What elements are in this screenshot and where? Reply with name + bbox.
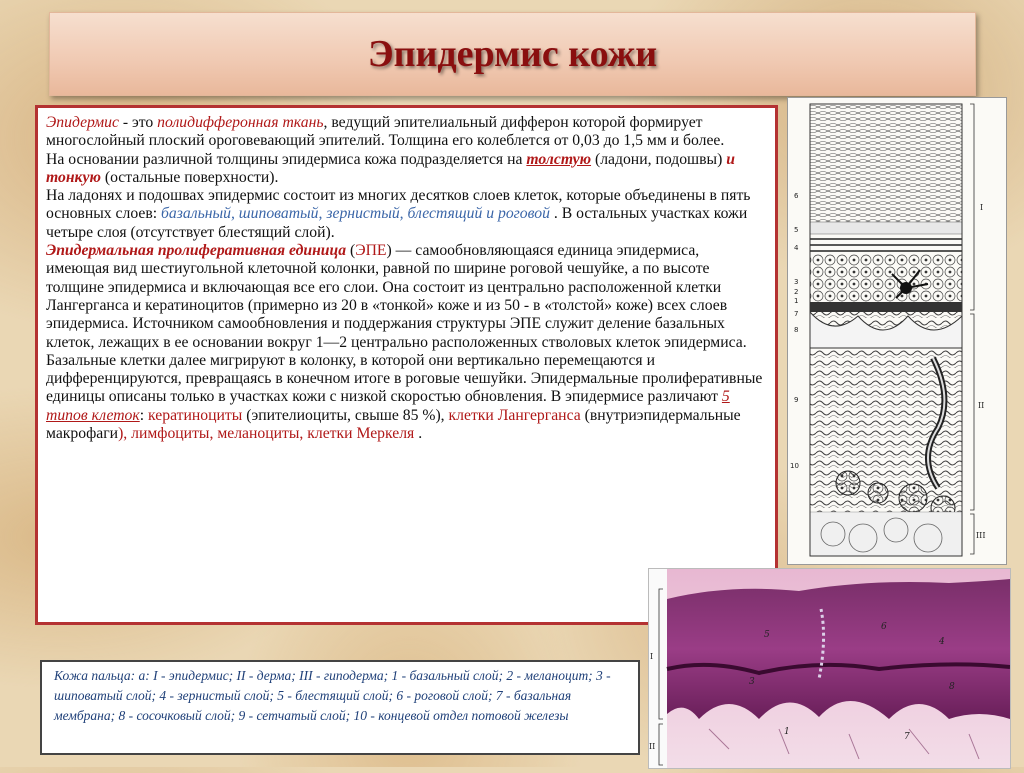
label-II: II — [978, 401, 985, 410]
micro-label-5: 5 — [764, 630, 770, 640]
label-8: 8 — [794, 326, 799, 334]
term-layers: базальный, шиповатый, зернистый, блестящий и роговой — [161, 205, 550, 223]
micro-label-8: 8 — [949, 682, 955, 692]
text-fragment: ( — [346, 242, 356, 260]
paragraph-thickness — [46, 151, 765, 188]
caption-text: : а: I - эпидермис; II - дерма; III - гиподерма; 1 - базальный слой; 2 - меланоцит; 3 - шиповатый слой; 4 - зернистый слой; 5 - блестящий слой; 6 - роговой слой; 7 - базальная мембрана; 8 - сосочковый слой; 9 - сетчатый слой; 10 - концевой отдел потовой железы — [54, 668, 611, 723]
text-fragment: . В остальных участках кожи четыре слоя (отсутствует блестящий слой). — [46, 205, 748, 241]
figure-caption — [40, 660, 640, 755]
label-9: 9 — [794, 396, 799, 404]
skin-layers-svg — [788, 98, 1006, 564]
epidermis-region — [667, 579, 1010, 719]
caption-lead: Кожа пальца — [54, 668, 131, 683]
text-fragment: : — [139, 406, 149, 424]
paragraph-epu — [46, 242, 765, 443]
term-epu-abbr: ЭПЕ — [355, 242, 387, 260]
text-fragment: , ведущий эпителиальный дифферон которой формирует многослойный плоский ороговевающий эпителий. Толщина его колеблется от 0,03 до 1,5 мм и более. — [46, 114, 725, 150]
term-langerhans: клетки Лангерганса — [448, 406, 581, 424]
horny-layer — [810, 104, 962, 222]
text-fragment: На основании различной толщины эпидермиса кожа подразделяется на — [46, 150, 527, 168]
page-title: Эпидермис кожи — [367, 33, 658, 75]
hypodermis — [810, 512, 962, 556]
micro-label-3: 3 — [749, 677, 755, 687]
label-6: 6 — [794, 192, 799, 200]
text-fragment: . — [414, 425, 423, 443]
term-keratinocytes: кератиноциты — [148, 406, 243, 424]
label-4: 4 — [794, 244, 799, 252]
micro-label-II: II — [649, 742, 656, 751]
lucid-layer — [810, 222, 962, 234]
text-fragment: (ладони, подошвы) — [591, 150, 727, 168]
title-banner — [49, 12, 976, 96]
main-text-box — [35, 105, 778, 625]
label-5: 5 — [794, 226, 799, 234]
basal-layer — [810, 302, 962, 312]
skin-layers-drawing — [787, 97, 1007, 565]
paragraph-definition — [46, 114, 765, 151]
label-I: I — [980, 203, 984, 212]
text-fragment: (остальные поверхности). — [100, 168, 279, 186]
label-III: III — [976, 531, 986, 540]
histology-micrograph — [648, 568, 1011, 769]
term-thick: толстую — [526, 150, 592, 168]
text-fragment: На ладонях и подошвах эпидермис состоит из многих десятков слоев клеток, которые объединены в пять основных слоев: — [46, 187, 751, 223]
term-cell-types: 5 типов клеток — [46, 388, 730, 424]
term-other-cells: ), лимфоциты, меланоциты, клетки Меркеля — [118, 425, 415, 443]
label-10: 10 — [790, 462, 799, 470]
text-fragment: (внутриэпидермальные макрофаги — [46, 406, 741, 443]
micrograph-svg — [649, 569, 1010, 768]
granular-layer — [810, 234, 962, 254]
label-2: 2 — [794, 288, 799, 296]
text-fragment: - это — [118, 114, 158, 131]
label-1: 1 — [794, 297, 799, 305]
micro-label-6: 6 — [881, 622, 887, 632]
paragraph-layers — [46, 187, 765, 242]
micro-label-4: 4 — [939, 637, 945, 647]
term-polydifferon: полидифферонная ткань — [157, 114, 324, 131]
term-thin: и тонкую — [46, 150, 735, 186]
term-epidermis: Эпидермис — [46, 114, 119, 131]
text-fragment: (эпителиоциты, свыше 85 %), — [242, 406, 449, 424]
micro-label-1: 1 — [784, 727, 790, 737]
spinous-layer — [810, 254, 962, 302]
label-7: 7 — [794, 310, 799, 318]
micro-label-7: 7 — [904, 732, 910, 742]
term-epu: Эпидермальная пролиферативная единица — [46, 242, 347, 260]
label-3: 3 — [794, 278, 799, 286]
micro-label-I: I — [650, 652, 654, 661]
text-fragment: ) — самообновляющаяся единица эпидермиса, имеющая вид шестиугольной клеточной колонки, равной по ширине роговой чешуйке, а по высоте толщине эпидермиса и включающая все его слои. Она состоит из центрально расположенной клетки Лангерганса и кератиноцитов (примерно из 20 в «тонкой» коже и из 50 - в «толстой» коже) всех слоев эпидермиса. Источником самообновления и поддержания структуры ЭПЕ служит деление базальных клеток, лежащих в ее основании вокруг 1—2 центрально расположенных стволовых клеток эпидермиса. Базальные клетки далее мигрируют в колонку, в которой они вертикально перемещаются и дифференцируются, превращаясь в конечном итоге в роговые чешуйки. Эпидермальные пролиферативные единицы описаны только в участках кожи с низкой скоростью обновления. В эпидермисе различают — [46, 242, 763, 406]
